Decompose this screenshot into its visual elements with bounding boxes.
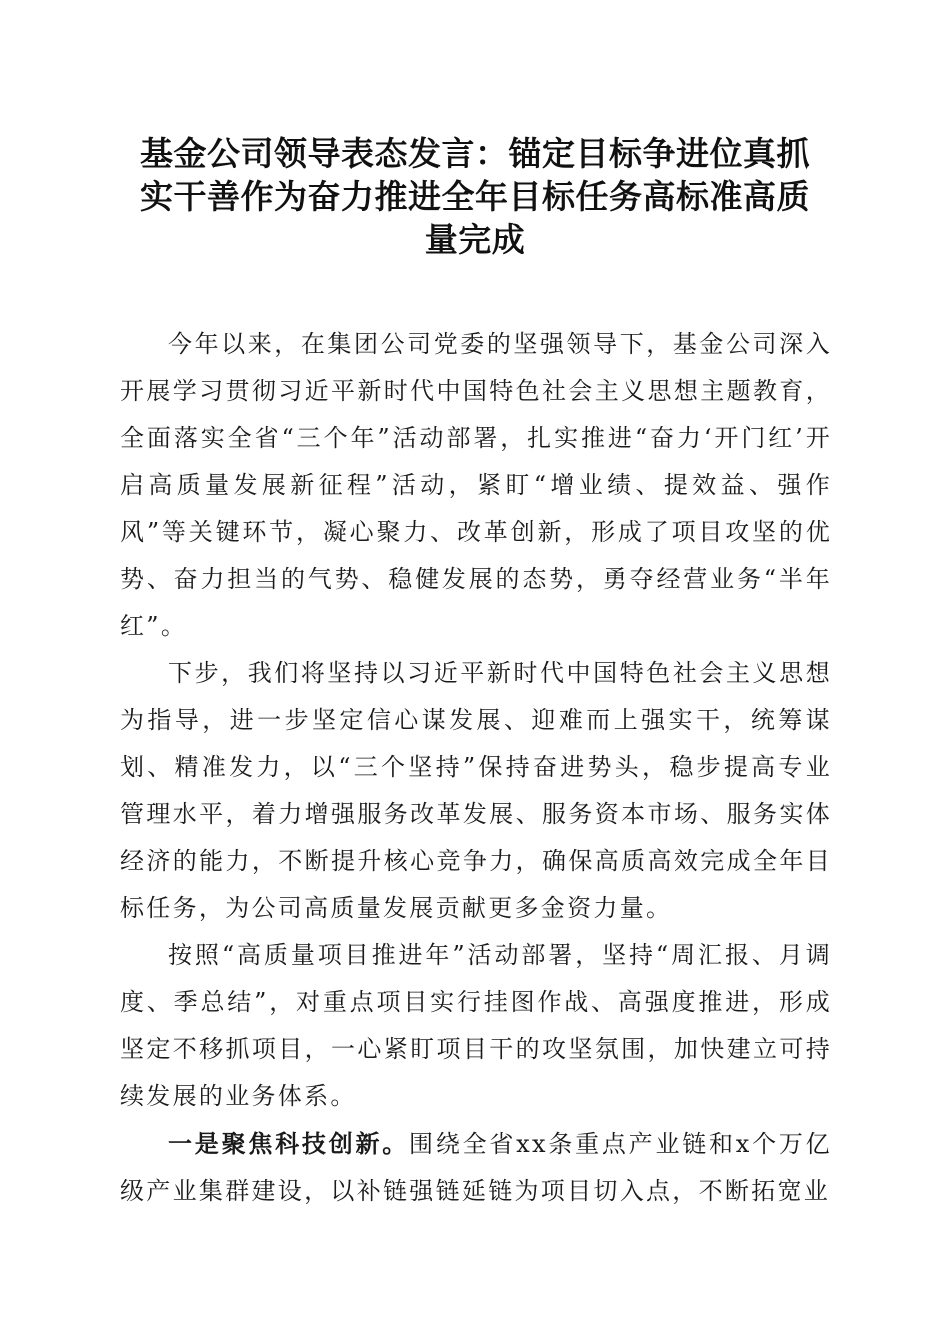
point-one-text: 围绕全省xx条重点产业链和x个万亿级产业集群建设，以补链强链延链为项目切入点，不断拓宽业 <box>120 1130 832 1205</box>
title-line-2: 实干善作为奋力推进全年目标任务高标准高质 <box>140 177 810 216</box>
paragraph-4 <box>120 1120 832 1215</box>
paragraph-1: 今年以来，在集团公司党委的坚强领导下，基金公司深入开展学习贯彻习近平新时代中国特色社会主义思想主题教育，全面落实全省“三个年”活动部署，扎实推进“奋力‘开门红’开启高质量发展新征程”活动，紧盯“增业绩、提效益、强作风”等关键环节，凝心聚力、改革创新，形成了项目攻坚的优势、奋力担当的气势、稳健发展的态势，勇夺经营业务“半年红”。 <box>120 330 832 640</box>
document-title <box>110 132 840 261</box>
paragraph-2: 下步，我们将坚持以习近平新时代中国特色社会主义思想为指导，进一步坚定信心谋发展、迎难而上强实干，统筹谋划、精准发力，以“三个坚持”保持奋进势头，稳步提高专业管理水平，着力增强服务改革发展、服务资本市场、服务实体经济的能力，不断提升核心竞争力，确保高质高效完成全年目标任务，为公司高质量发展贡献更多金资力量。 <box>120 659 832 922</box>
title-line-1: 基金公司领导表态发言：锚定目标争进位真抓 <box>140 134 810 173</box>
point-one-lead: 一是聚焦科技创新。 <box>168 1129 410 1158</box>
paragraph-3: 按照“高质量项目推进年”活动部署，坚持“周汇报、月调度、季总结”，对重点项目实行挂图作战、高强度推进，形成坚定不移抓项目，一心紧盯项目干的攻坚氛围，加快建立可持续发展的业务体系。 <box>120 941 832 1110</box>
document-body <box>120 321 832 1215</box>
title-line-3: 量完成 <box>424 220 526 259</box>
